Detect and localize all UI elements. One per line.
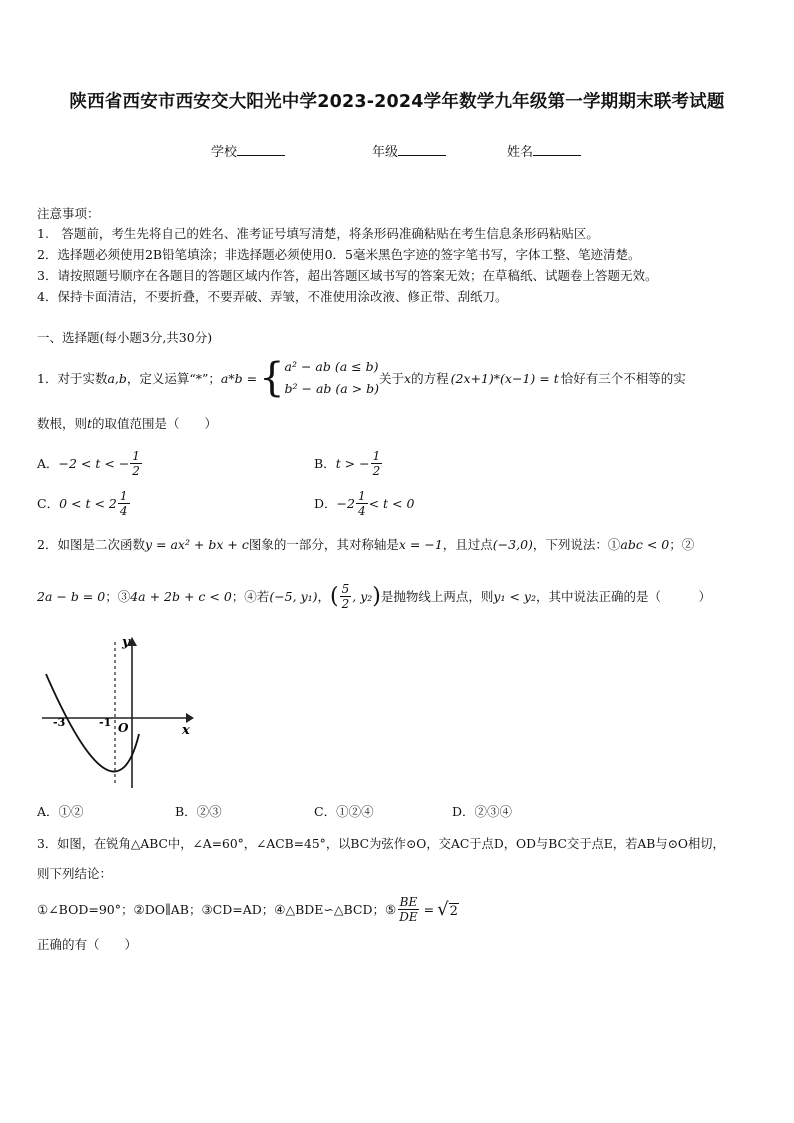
- q1-text-5: 恰好有三个不相等的实: [560, 371, 686, 386]
- q1-option-d-den: 4: [357, 503, 366, 518]
- q3-conclusions-text: ①∠BOD=90°；②DO∥AB；③CD=AD；④△BDE∽△BCD；⑤: [37, 902, 397, 917]
- q2-text-4: ，下列说法：①: [532, 537, 621, 552]
- q3-sqrt: [437, 899, 459, 920]
- note-item-2: 2．选择题必须使用2B铅笔填涂；非选择题必须使用0．5毫米黑色字迹的签字笔书写，字体工整、笔迹清楚。: [37, 247, 641, 262]
- q2-text-1: 2．如图是二次函数: [37, 537, 145, 552]
- grade-field[interactable]: [372, 141, 446, 160]
- note-item-1: 1. 答题前，考生先将自己的姓名、准考证号填写清楚，将条形码准确粘贴在考生信息条形码粘贴区。: [37, 226, 599, 241]
- q1-option-c-frac: [118, 489, 130, 518]
- sqrt-icon: √: [437, 898, 449, 920]
- q1-vars: a,b: [107, 370, 127, 386]
- q2-statement-2: 2a − b = 0: [37, 588, 106, 604]
- q1-x: x: [404, 370, 412, 386]
- name-blank[interactable]: [533, 143, 581, 156]
- q1-option-a-label: A．: [37, 456, 59, 471]
- q1-case-2: b² − ab (a > b): [284, 381, 380, 396]
- q3-equals: =: [423, 901, 435, 917]
- q2-text-2: 图象的一部分，其对称轴是: [248, 537, 399, 552]
- school-blank[interactable]: [237, 143, 285, 156]
- question-3-prompt: 正确的有（ ）: [37, 937, 138, 952]
- q1-option-d-label: D．: [314, 496, 337, 511]
- tick-label-minus-3: -3: [53, 716, 66, 729]
- q2-statement-3: 4a + 2b + c < 0: [130, 588, 232, 604]
- q1-option-a[interactable]: [37, 446, 143, 480]
- school-field[interactable]: [211, 141, 285, 160]
- q2-text-9: ，其中说法正确的是（ ）: [535, 589, 711, 604]
- name-label: 姓名: [507, 145, 534, 160]
- question-1-stem-2: [37, 414, 217, 432]
- q1-option-d-num: 1: [357, 488, 366, 503]
- grade-label: 年级: [372, 145, 399, 160]
- q1-text-4: 的方程: [411, 371, 449, 386]
- q2-option-b[interactable]: B．②③: [175, 804, 222, 819]
- q2-point-1: (−5, y₁): [269, 588, 318, 604]
- q1-option-c-den: 4: [119, 503, 128, 518]
- q1-option-c-label: C．: [37, 496, 60, 511]
- q2-text-8: 是抛物线上两点，则: [380, 589, 494, 604]
- q2-point-2-y: , y₂: [352, 588, 373, 604]
- q1-cases: [285, 356, 380, 400]
- q1-text-2: ，定义运算“*”；: [126, 371, 221, 386]
- q2-text-5: ；②: [669, 537, 695, 552]
- q2-option-d[interactable]: D．②③④: [452, 804, 513, 819]
- q3-ratio-frac: [397, 895, 419, 924]
- question-1-stem: [37, 356, 686, 400]
- q1-text-1: 1．对于实数: [37, 371, 108, 386]
- tick-label-minus-1: -1: [99, 716, 112, 729]
- x-axis-arrow-icon: [186, 713, 194, 723]
- q2-point: (−3,0): [492, 537, 533, 552]
- q1-definition: a*b =: [220, 370, 258, 386]
- parabola-graph: [36, 632, 196, 792]
- y-axis-label: y: [122, 635, 130, 650]
- q1-text-3: 关于: [379, 371, 405, 386]
- q1-option-a-num: 1: [132, 448, 140, 463]
- q2-function: y = ax² + bx + c: [144, 537, 249, 552]
- q1-option-d-math: −2: [336, 495, 355, 511]
- q1-option-b-num: 1: [372, 448, 381, 463]
- note-item-3: 3．请按照题号顺序在各题目的答题区域内作答，超出答题区域书写的答案无效；在草稿纸、试题卷上答题无效。: [37, 268, 658, 283]
- q1-option-c-math: 0 < t < 2: [59, 495, 117, 511]
- q1-option-c-num: 1: [119, 488, 128, 503]
- q2-separator: ，: [317, 589, 331, 604]
- question-3-stem: 3．如图，在锐角△ABC中，∠A=60°，∠ACB=45°，以BC为弦作⊙O，交AC于点D，OD与BC交于点E，若AB与⊙O相切，: [37, 837, 725, 851]
- q1-option-b-den: 2: [372, 463, 381, 478]
- q1-option-a-den: 2: [132, 463, 140, 478]
- q2-paren-open: (: [330, 583, 339, 609]
- q1-option-c[interactable]: [37, 485, 131, 521]
- q1-option-a-frac: [130, 449, 142, 478]
- q1-case-1: a² − ab (a ≤ b): [284, 359, 379, 374]
- q2-text-7: ；④若: [231, 589, 270, 604]
- q1-option-b-frac: [371, 449, 383, 478]
- section-heading: 一、选择题(每小题3分,共30分): [37, 330, 213, 345]
- x-axis-label: x: [182, 723, 190, 738]
- grade-blank[interactable]: [398, 143, 446, 156]
- q1-option-b-label: B．: [314, 456, 336, 471]
- question-3-stem-2: 则下列结论：: [37, 866, 113, 881]
- question-2-stem-2: [37, 576, 711, 616]
- note-item-4: 4．保持卡面清洁，不要折叠，不要弄破、弄皱，不准使用涂改液、修正带、刮纸刀。: [37, 289, 508, 304]
- q1-text-7: 的取值范围是（ ）: [92, 416, 218, 431]
- q2-point-2-den: 2: [341, 596, 350, 611]
- school-label: 学校: [211, 145, 238, 160]
- q1-option-b[interactable]: [314, 446, 383, 480]
- q1-t: t: [87, 416, 93, 431]
- q3-sqrt-value: 2: [449, 903, 458, 919]
- q1-equation: (2x+1)*(x−1) = t: [450, 370, 559, 386]
- q3-ratio-num: BE: [399, 894, 418, 909]
- q1-option-b-math: t > −: [335, 455, 370, 471]
- q2-point-2-frac: [340, 582, 352, 611]
- question-3-conclusions: [37, 891, 459, 927]
- q2-point-2-num: 5: [341, 581, 350, 596]
- page-title: 陕西省西安市西安交大阳光中学2023-2024学年数学九年级第一学期期末联考试题: [69, 92, 725, 112]
- q1-option-d-frac: [356, 489, 368, 518]
- q2-statement-1: abc < 0: [620, 537, 670, 552]
- q1-option-d[interactable]: [314, 485, 414, 521]
- q2-axis: x = −1: [398, 537, 443, 552]
- question-2-stem: [37, 535, 694, 553]
- q2-statement-4: y₁ < y₂: [493, 588, 536, 604]
- q2-text-6: ；③: [105, 589, 131, 604]
- q2-option-a[interactable]: A．①②: [37, 804, 84, 819]
- q2-paren-close: ): [372, 583, 381, 609]
- q1-text-6: 数根，则: [37, 416, 88, 431]
- q2-text-3: ，且过点: [442, 537, 493, 552]
- notes-heading: 注意事项：: [37, 206, 100, 221]
- q1-option-a-math: −2 < t < −: [58, 455, 130, 471]
- q3-ratio-den: DE: [399, 909, 418, 924]
- name-field[interactable]: [507, 141, 581, 160]
- q1-brace: {: [259, 355, 285, 401]
- q1-option-d-tail: < t < 0: [368, 495, 415, 511]
- q2-option-c[interactable]: C．①②④: [314, 804, 374, 819]
- origin-label: O: [118, 721, 129, 735]
